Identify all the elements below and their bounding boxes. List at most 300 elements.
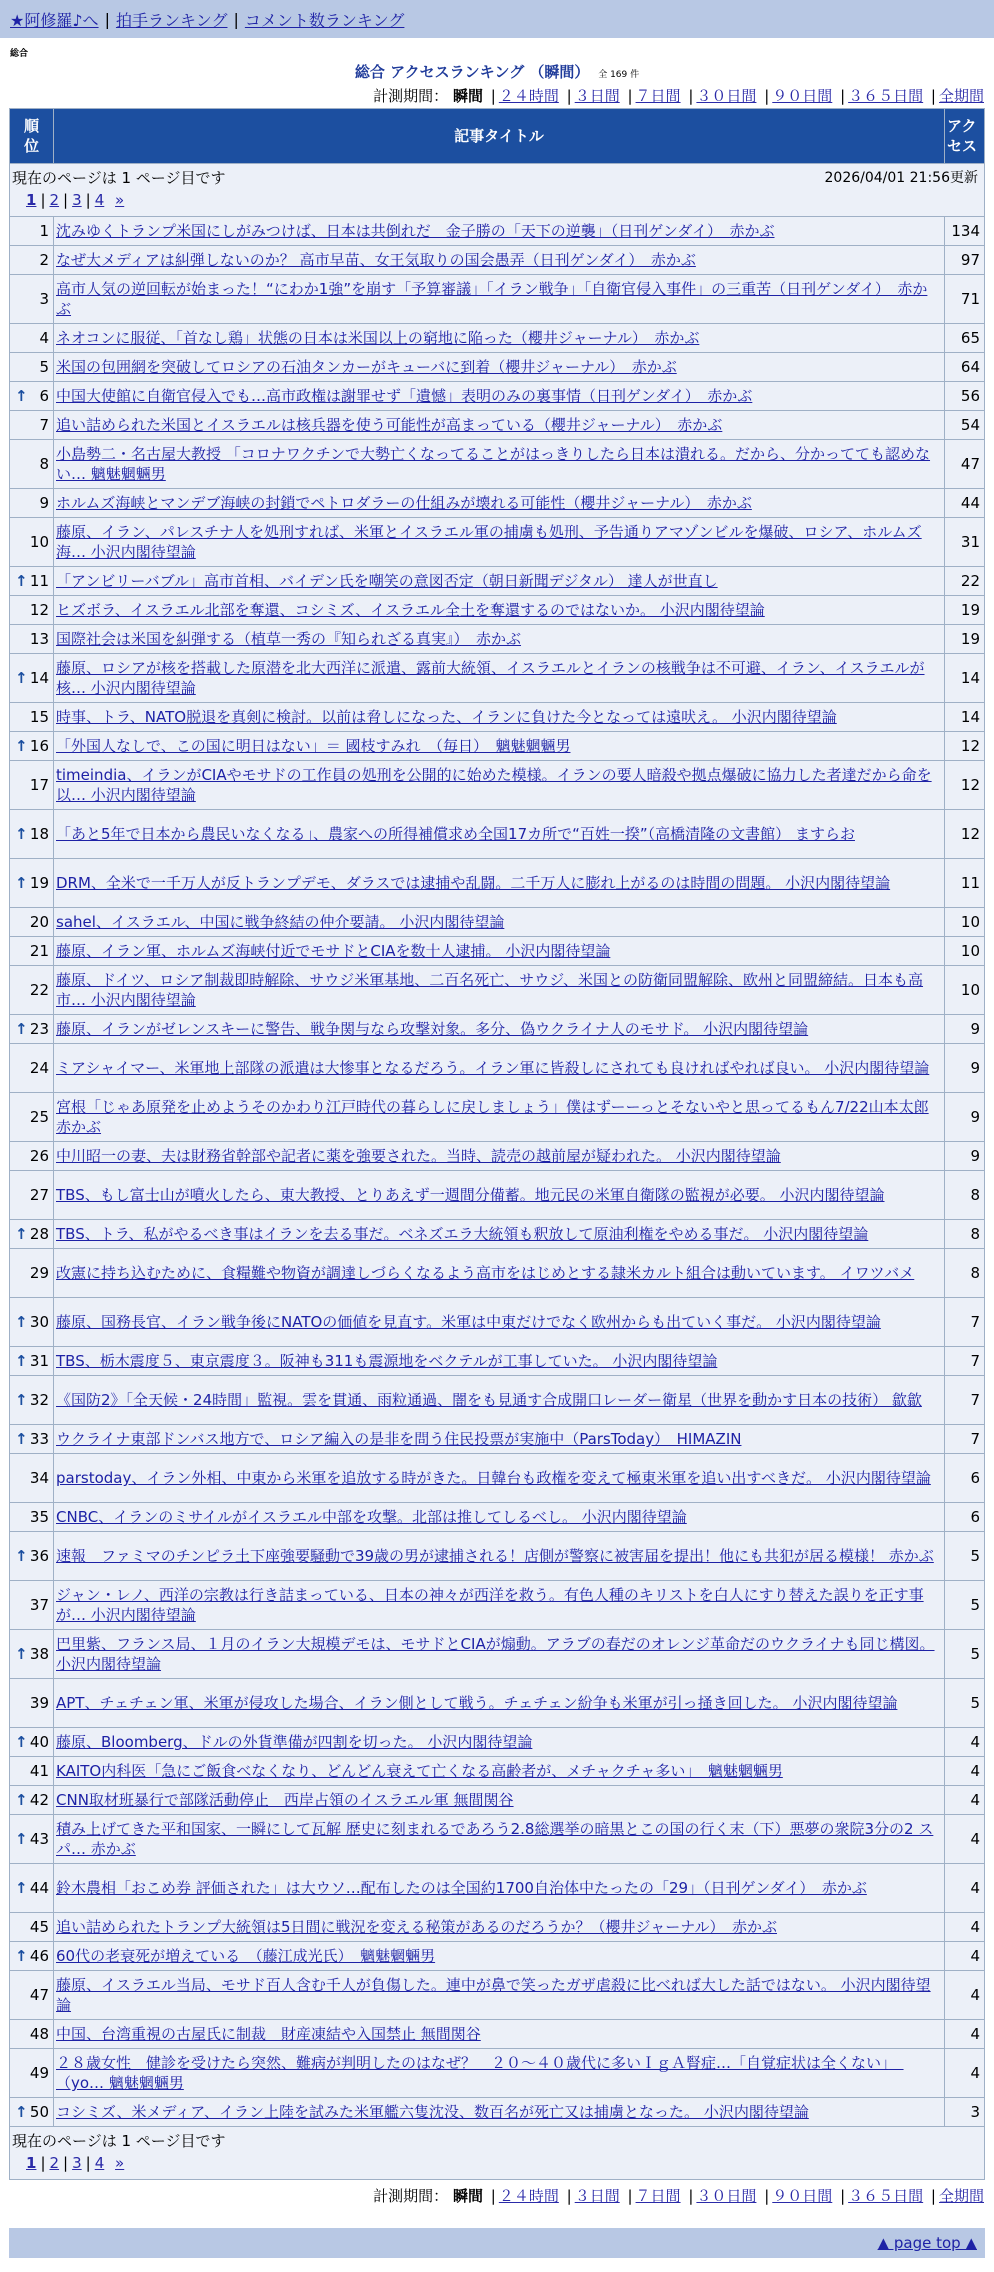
- article-link[interactable]: 時事、トラ、NATO脱退を真剣に検討。以前は脅しになった、イランに負けた今となっては遠吠え。 小沢内閣待望論: [56, 708, 837, 726]
- access-count: 9: [945, 1015, 985, 1044]
- title-cell: [54, 1425, 945, 1454]
- period-all-link[interactable]: 全期間: [938, 87, 984, 105]
- article-link[interactable]: TBS、トラ、私がやるべき事はイランを去る事だ。ベネズエラ大統領も釈放して原油利権をやめる事だ。 小沢内閣待望論: [56, 1225, 869, 1243]
- rank-up-arrow-icon: ↑: [15, 737, 28, 755]
- rank-up-arrow-icon: ↑: [15, 1430, 28, 1448]
- period-365d-link[interactable]: ３６５日間: [848, 87, 924, 105]
- next-page-link[interactable]: »: [115, 2154, 125, 2172]
- rank-up-arrow-icon: ↑: [15, 1225, 28, 1243]
- column-header-rank: 順位: [10, 109, 54, 164]
- ranking-row: [10, 1532, 985, 1581]
- access-count: 9: [945, 1093, 985, 1142]
- footer-bar: [9, 2228, 985, 2258]
- ranking-row: [10, 1757, 985, 1786]
- ranking-row: [10, 489, 985, 518]
- rank-up-arrow-icon: ↑: [15, 1733, 28, 1751]
- article-link[interactable]: 鈴木農相「おこめ券 評価された」は大ウソ…配布したのは全国約1700自治体中たったの「29」（日刊ゲンダイ） 赤かぶ: [56, 1879, 867, 1897]
- access-count: 12: [945, 810, 985, 859]
- rank-cell: [10, 1815, 54, 1864]
- rank-up-arrow-icon: ↑: [15, 1830, 28, 1848]
- rank-number: 14: [29, 669, 49, 687]
- title-cell: [54, 1044, 945, 1093]
- title-cell: [54, 1220, 945, 1249]
- ranking-row: [10, 1864, 985, 1913]
- access-count: 4: [945, 1971, 985, 2020]
- ranking-row: [10, 1142, 985, 1171]
- rank-number: 20: [29, 913, 49, 931]
- rank-number: 13: [29, 630, 49, 648]
- rank-number: 45: [29, 1918, 49, 1936]
- page-link-2[interactable]: 2: [49, 191, 60, 209]
- rank-number: 2: [39, 251, 49, 269]
- rank-number: 21: [29, 942, 49, 960]
- title-cell: [54, 1503, 945, 1532]
- rank-number: 22: [29, 981, 49, 999]
- access-count: 7: [945, 1376, 985, 1425]
- rank-cell: [10, 411, 54, 440]
- article-link[interactable]: 藤原、イラン軍、ホルムズ海峡付近でモサドとCIAを数十人逮捕。 小沢内閣待望論: [56, 942, 611, 960]
- rank-number: 11: [29, 572, 49, 590]
- rank-cell: [10, 1581, 54, 1630]
- access-count: 47: [945, 440, 985, 489]
- article-link[interactable]: 巴里紫、フランス局、１月のイラン大規模デモは、モサドとCIAが煽動。アラブの春だのオレンジ革命だのウクライナも同じ構図。 小沢内閣待望論: [56, 1635, 935, 1673]
- ranking-row: [10, 1347, 985, 1376]
- rank-number: 47: [29, 1986, 49, 2004]
- ranking-row: [10, 761, 985, 810]
- title-cell: [54, 703, 945, 732]
- pagination-bottom: 1 | 2 | 3 | 4 »: [26, 2154, 125, 2172]
- period-24h-link[interactable]: ２４時間: [498, 2187, 559, 2205]
- access-count: 4: [945, 1942, 985, 1971]
- title-cell: [54, 1757, 945, 1786]
- article-link[interactable]: コシミズ、米メディア、イラン上陸を試みた米軍艦六隻沈没、数百名が死亡又は捕虜となった。 小沢内閣待望論: [56, 2103, 809, 2121]
- ranking-row: [10, 217, 985, 246]
- rank-up-arrow-icon: ↑: [15, 669, 28, 687]
- title-cell: [54, 567, 945, 596]
- rank-number: 4: [39, 329, 49, 347]
- article-link[interactable]: ジャン・レノ、西洋の宗教は行き詰まっている、日本の神々が西洋を救う。有色人種のキリストを白人にすり替えた誤りを正す事が… 小沢内閣待望論: [56, 1586, 924, 1624]
- rank-cell: [10, 2020, 54, 2049]
- title-cell: [54, 1376, 945, 1425]
- ranking-row: [10, 324, 985, 353]
- rank-up-arrow-icon: ↑: [15, 387, 28, 405]
- title-cell: [54, 859, 945, 908]
- access-count: 134: [945, 217, 985, 246]
- rank-number: 28: [29, 1225, 49, 1243]
- article-link[interactable]: ２８歳女性 健診を受けたら突然、難病が判明したのはなぜ？ ２０～４０歳代に多いＩｇＡ腎症…「自覚症状は全くない」 （yo… 魑魅魍魎男: [56, 2054, 904, 2092]
- title-cell: [54, 353, 945, 382]
- title-cell: [54, 1728, 945, 1757]
- rank-number: 39: [29, 1694, 49, 1712]
- period-3d-link[interactable]: ３日間: [574, 2187, 620, 2205]
- article-link[interactable]: sahel、イスラエル、中国に戦争終結の仲介要請。 小沢内閣待望論: [56, 913, 505, 931]
- title-cell: [54, 275, 945, 324]
- article-link[interactable]: 藤原、イラン、パレスチナ人を処刑すれば、米軍とイスラエル軍の捕虜も処刑、予告通りアマゾンビルを爆破、ロシア、ホルムズ海… 小沢内閣待望論: [56, 523, 922, 561]
- access-count: 11: [945, 859, 985, 908]
- article-link[interactable]: 追い詰められたトランプ大統領は5日間に戦況を変える秘策があるのだろうか？（櫻井ジャーナル） 赤かぶ: [56, 1918, 777, 1936]
- title-cell: [54, 1581, 945, 1630]
- rank-cell: [10, 1171, 54, 1220]
- article-link[interactable]: ホルムズ海峡とマンデブ海峡の封鎖でペトロダラーの仕組みが壊れる可能性（櫻井ジャーナル） 赤かぶ: [56, 494, 752, 512]
- article-link[interactable]: 追い詰められた米国とイスラエルは核兵器を使う可能性が高まっている（櫻井ジャーナル） 赤かぶ: [56, 416, 723, 434]
- rank-number: 29: [29, 1264, 49, 1282]
- rank-cell: [10, 1971, 54, 2020]
- access-count: 6: [945, 1454, 985, 1503]
- article-link[interactable]: 藤原、Bloomberg、ドルの外貨準備が四割を切った。 小沢内閣待望論: [56, 1733, 533, 1751]
- page-top-link[interactable]: ▲ page top ▲: [877, 2234, 977, 2252]
- article-link[interactable]: 積み上げてきた平和国家、一瞬にして瓦解 歴史に刻まれるであろう2.8総選挙の暗黒とこの国の行く末（下）悪夢の衆院3分の2 スパ… 赤かぶ: [56, 1820, 934, 1858]
- rank-number: 48: [29, 2025, 49, 2043]
- ranking-row: [10, 908, 985, 937]
- period-3d-link[interactable]: ３日間: [574, 87, 620, 105]
- rank-cell: [10, 1728, 54, 1757]
- title-cell: [54, 1249, 945, 1298]
- ranking-row: [10, 1815, 985, 1864]
- page-link-2[interactable]: 2: [49, 2154, 60, 2172]
- ranking-row: [10, 1171, 985, 1220]
- rank-up-arrow-icon: ↑: [15, 1020, 28, 1038]
- title-cell: [54, 1142, 945, 1171]
- access-count: 4: [945, 1728, 985, 1757]
- period-365d-link[interactable]: ３６５日間: [848, 2187, 924, 2205]
- rank-up-arrow-icon: ↑: [15, 1547, 28, 1565]
- article-link[interactable]: 小島勢二・名古屋大教授 「コロナワクチンで大勢亡くなってることがはっきりしたら日本は潰れる。だから、分かってても認めない… 魑魅魍魎男: [56, 445, 931, 483]
- rank-cell: [10, 1093, 54, 1142]
- page-link-4[interactable]: 4: [94, 191, 105, 209]
- rank-number: 34: [29, 1469, 49, 1487]
- article-link[interactable]: 宮根「じゃあ原発を止めようそのかわり江戸時代の暮らしに戻しましょう」僕はずーーっとそないやと思ってるもん7/22山本太郎 赤かぶ: [56, 1098, 929, 1136]
- ranking-row: [10, 2098, 985, 2127]
- rank-number: 1: [39, 222, 49, 240]
- article-link[interactable]: TBS、もし富士山が噴火したら、東大教授、とりあえず一週間分備蓄。地元民の米軍自衛隊の監視が必要。 小沢内閣待望論: [56, 1186, 885, 1204]
- ranking-row: [10, 1376, 985, 1425]
- access-count: 6: [945, 1503, 985, 1532]
- rank-cell: [10, 518, 54, 567]
- rank-number: 46: [29, 1947, 49, 1965]
- rank-up-arrow-icon: ↑: [15, 1352, 28, 1370]
- ranking-row: [10, 382, 985, 411]
- ranking-row: [10, 1425, 985, 1454]
- comment-ranking-link[interactable]: コメント数ランキング: [244, 10, 405, 30]
- rank-cell: [10, 1503, 54, 1532]
- rank-number: 8: [39, 455, 49, 473]
- period-30d-link[interactable]: ３０日間: [696, 87, 757, 105]
- ranking-table: [9, 108, 985, 2180]
- page-link-1[interactable]: 1: [26, 2154, 37, 2172]
- article-link[interactable]: 中国、台湾重視の古屋氏に制裁 財産凍結や入国禁止 無間関谷: [56, 2025, 481, 2043]
- access-count: 4: [945, 1913, 985, 1942]
- rank-cell: [10, 654, 54, 703]
- article-link[interactable]: CNN取材班暴行で部隊活動停止 西岸占領のイスラエル軍 無間関谷: [56, 1791, 514, 1809]
- access-count: 31: [945, 518, 985, 567]
- article-link[interactable]: ミアシャイマー、米軍地上部隊の派遣は大惨事となるだろう。イラン軍に皆殺しにされても良ければやれば良い。 小沢内閣待望論: [56, 1059, 930, 1077]
- rank-cell: [10, 732, 54, 761]
- title-cell: [54, 596, 945, 625]
- period-30d-link[interactable]: ３０日間: [696, 2187, 757, 2205]
- period-90d-link[interactable]: ９０日間: [772, 87, 833, 105]
- rank-cell: [10, 1454, 54, 1503]
- access-count: 12: [945, 732, 985, 761]
- rank-number: 37: [29, 1596, 49, 1614]
- page-link-3[interactable]: 3: [72, 191, 82, 209]
- rank-number: 3: [39, 290, 49, 308]
- title-cell: [54, 324, 945, 353]
- ranking-row: [10, 1220, 985, 1249]
- rank-number: 27: [29, 1186, 49, 1204]
- rank-cell: [10, 859, 54, 908]
- title-cell: [54, 654, 945, 703]
- access-count: 8: [945, 1220, 985, 1249]
- article-link[interactable]: KAITO内科医「急にご飯食べなくなり、どんどん衰えて亡くなる高齢者が、メチャクチャ多い」 魑魅魍魎男: [56, 1762, 783, 1780]
- page-link-3[interactable]: 3: [72, 2154, 82, 2172]
- title-cell: [54, 732, 945, 761]
- clap-ranking-link[interactable]: 拍手ランキング: [115, 10, 228, 30]
- ranking-row: [10, 246, 985, 275]
- ranking-row: [10, 1093, 985, 1142]
- access-count: 22: [945, 567, 985, 596]
- ranking-row: [10, 353, 985, 382]
- article-link[interactable]: 「外国人なしで、この国に明日はない」＝ 國枝すみれ （毎日） 魑魅魍魎男: [56, 737, 571, 755]
- article-link[interactable]: ネオコンに服従、「首なし鶏」状態の日本は米国以上の窮地に陥った（櫻井ジャーナル） 赤かぶ: [56, 329, 700, 347]
- title-cell: [54, 966, 945, 1015]
- access-count: 9: [945, 1044, 985, 1093]
- title-cell: [54, 1679, 945, 1728]
- column-header-count: アクセス: [945, 109, 985, 164]
- access-count: 65: [945, 324, 985, 353]
- article-link[interactable]: 60代の老衰死が増えている （藤江成光氏） 魑魅魍魎男: [56, 1947, 436, 1965]
- period-24h-link[interactable]: ２４時間: [498, 87, 559, 105]
- ranking-row: [10, 1728, 985, 1757]
- article-link[interactable]: ウクライナ東部ドンバス地方で、ロシア編入の是非を問う住民投票が実施中（ParsToday） HIMAZIN: [56, 1430, 742, 1448]
- access-count: 5: [945, 1679, 985, 1728]
- rank-number: 9: [39, 494, 49, 512]
- ranking-row: [10, 1298, 985, 1347]
- rank-cell: [10, 810, 54, 859]
- rank-cell: [10, 440, 54, 489]
- article-link[interactable]: 改憲に持ち込むために、食糧難や物資が調達しづらくなるよう高市をはじめとする隷米カルト組合は動いています。 イワツバメ: [56, 1264, 915, 1282]
- rank-number: 26: [29, 1147, 49, 1165]
- title-cell: [54, 382, 945, 411]
- article-link[interactable]: 藤原、ロシアが核を搭載した原潜を北大西洋に派遣、露前大統領、イスラエルとイランの核戦争は不可避、イラン、イスラエルが核… 小沢内閣待望論: [56, 659, 925, 697]
- ranking-row: [10, 411, 985, 440]
- article-link[interactable]: 藤原、国務長官、イラン戦争後にNATOの価値を見直す。米軍は中東だけでなく欧州からも出ていく事だ。 小沢内閣待望論: [56, 1313, 881, 1331]
- article-link[interactable]: 高市人気の逆回転が始まった！“にわか1強”を崩す「予算審議」「イラン戦争」「自衛官侵入事件」の三重苦（日刊ゲンダイ） 赤かぶ: [56, 280, 928, 318]
- period-label: 計測期間：: [373, 87, 449, 105]
- ranking-row: [10, 567, 985, 596]
- rank-cell: [10, 2049, 54, 2098]
- ranking-header: [0, 60, 994, 84]
- access-count: 8: [945, 1171, 985, 1220]
- access-count: 3: [945, 2098, 985, 2127]
- rank-number: 33: [29, 1430, 49, 1448]
- ranking-row: [10, 1249, 985, 1298]
- article-link[interactable]: なぜ大メディアは糾弾しないのか？ 高市早苗、女王気取りの国会愚弄（日刊ゲンダイ） 赤かぶ: [56, 251, 696, 269]
- rank-number: 35: [29, 1508, 49, 1526]
- access-count: 19: [945, 596, 985, 625]
- page-link-4[interactable]: 4: [94, 2154, 105, 2172]
- title-cell: [54, 761, 945, 810]
- ranking-row: [10, 1786, 985, 1815]
- title-cell: [54, 440, 945, 489]
- ranking-row: [10, 966, 985, 1015]
- rank-number: 36: [29, 1547, 49, 1565]
- title-cell: [54, 246, 945, 275]
- article-link[interactable]: 「アンビリーバブル」高市首相、バイデン氏を嘲笑の意図否定（朝日新聞デジタル） 達人が世直し: [56, 572, 718, 590]
- access-count: 4: [945, 2020, 985, 2049]
- current-page-text: 現在のページは 1 ページ目です: [12, 169, 226, 187]
- current-page-text-bottom: 現在のページは 1 ページ目です: [12, 2132, 226, 2150]
- rank-up-arrow-icon: ↑: [15, 1645, 28, 1663]
- pagination: 1 | 2 | 3 | 4 »: [26, 191, 125, 209]
- pager-top: [10, 164, 985, 217]
- rank-up-arrow-icon: ↑: [15, 1879, 28, 1897]
- rank-cell: [10, 1220, 54, 1249]
- access-count: 5: [945, 1581, 985, 1630]
- ranking-rows: [10, 217, 985, 2127]
- article-link[interactable]: 《国防2》「全天候・24時間」監視。雲を貫通、雨粒通過、闇をも見通す合成開口レーダー衛星（世界を動かす日本の技術） 歙歙: [56, 1391, 922, 1409]
- rank-up-arrow-icon: ↑: [15, 572, 28, 590]
- access-count: 44: [945, 489, 985, 518]
- title-cell: [54, 1093, 945, 1142]
- period-selector-bottom: 計測期間： 瞬間 | ２４時間 | ３日間 | ７日間 | ３０日間 | ９０日間 | ３６５日間 | 全期間: [373, 2187, 984, 2205]
- article-link[interactable]: 国際社会は米国を糾弾する（植草一秀の『知られざる真実』） 赤かぶ: [56, 630, 522, 648]
- title-cell: [54, 1630, 945, 1679]
- access-count: 7: [945, 1298, 985, 1347]
- rank-number: 38: [29, 1645, 49, 1663]
- ranking-row: [10, 732, 985, 761]
- article-link[interactable]: 速報 ファミマのチンピラ土下座強要騒動で39歳の男が逮捕される！店側が警察に被害届を提出！他にも共犯が居る模様！ 赤かぶ: [56, 1547, 934, 1565]
- rank-cell: [10, 1913, 54, 1942]
- access-count: 7: [945, 1425, 985, 1454]
- access-count: 97: [945, 246, 985, 275]
- rank-cell: [10, 1757, 54, 1786]
- title-cell: [54, 937, 945, 966]
- next-page-link[interactable]: »: [115, 191, 125, 209]
- rank-cell: [10, 1532, 54, 1581]
- access-count: 71: [945, 275, 985, 324]
- access-count: 19: [945, 625, 985, 654]
- title-cell: [54, 1454, 945, 1503]
- title-cell: [54, 1347, 945, 1376]
- article-link[interactable]: ヒズボラ、イスラエル北部を奪還、コシミズ、イスラエル全土を奪還するのではないか。 小沢内閣待望論: [56, 601, 765, 619]
- article-link[interactable]: APT、チェチェン軍、米軍が侵攻した場合、イラン側として戦う。チェチェン紛争も米軍が引っ掻き回した。 小沢内閣待望論: [56, 1694, 898, 1712]
- column-header-title: 記事タイトル: [54, 109, 945, 164]
- article-link[interactable]: parstoday、イラン外相、中東から米軍を追放する時がきた。日韓台も政権を変えて極東米軍を追い出すべきだ。 小沢内閣待望論: [56, 1469, 931, 1487]
- nav-separator: |: [104, 9, 110, 29]
- article-link[interactable]: 中国大使館に自衛官侵入でも…高市政権は謝罪せず「遺憾」表明のみの裏事情（日刊ゲンダイ） 赤かぶ: [56, 387, 753, 405]
- ranking-row: [10, 654, 985, 703]
- rank-cell: [10, 246, 54, 275]
- access-count: 4: [945, 1757, 985, 1786]
- rank-number: 10: [29, 533, 49, 551]
- page-title: 総合 アクセスランキング （瞬間）: [354, 63, 590, 81]
- ranking-row: [10, 440, 985, 489]
- period-selector: 計測期間： 瞬間 | ２４時間 | ３日間 | ７日間 | ３０日間 | ９０日間 | ３６５日間 | 全期間: [373, 87, 984, 105]
- title-cell: [54, 1786, 945, 1815]
- article-link[interactable]: 「あと5年で日本から農民いなくなる」、農家への所得補償求め全国17カ所で“百姓一揆”（高橋清隆の文書館） ますらお: [56, 825, 855, 843]
- rank-cell: [10, 2098, 54, 2127]
- section-tag: 総合: [10, 49, 29, 59]
- ranking-row: [10, 2020, 985, 2049]
- rank-cell: [10, 1015, 54, 1044]
- rank-number: 42: [29, 1791, 49, 1809]
- rank-cell: [10, 1142, 54, 1171]
- article-link[interactable]: TBS、栃木震度５、東京震度３。阪神も311も震源地をベクテルが工事していた。 小沢内閣待望論: [56, 1352, 718, 1370]
- title-cell: [54, 1815, 945, 1864]
- access-count: 14: [945, 654, 985, 703]
- ranking-row: [10, 1454, 985, 1503]
- rank-cell: [10, 1347, 54, 1376]
- title-cell: [54, 1171, 945, 1220]
- item-count: 全 169 件: [598, 70, 640, 80]
- article-link[interactable]: 中川昭一の妻、夫は財務省幹部や記者に薬を強要された。当時、読売の越前屋が疑われた。 小沢内閣待望論: [56, 1147, 781, 1165]
- access-count: 12: [945, 761, 985, 810]
- article-link[interactable]: 米国の包囲網を突破してロシアの石油タンカーがキューバに到着（櫻井ジャーナル） 赤かぶ: [56, 358, 677, 376]
- access-count: 5: [945, 1532, 985, 1581]
- access-count: 9: [945, 1142, 985, 1171]
- article-link[interactable]: 藤原、イランがゼレンスキーに警告、戦争関与なら攻撃対象。多分、偽ウクライナ人のモサド。 小沢内閣待望論: [56, 1020, 809, 1038]
- rank-number: 16: [29, 737, 49, 755]
- rank-cell: [10, 1249, 54, 1298]
- access-count: 56: [945, 382, 985, 411]
- page-link-1[interactable]: 1: [26, 191, 37, 209]
- rank-number: 15: [29, 708, 49, 726]
- ranking-row: [10, 625, 985, 654]
- rank-cell: [10, 625, 54, 654]
- access-count: 10: [945, 966, 985, 1015]
- rank-number: 44: [29, 1879, 49, 1897]
- home-link[interactable]: ★阿修羅♪へ: [10, 10, 99, 30]
- article-link[interactable]: timeindia、イランがCIAやモサドの工作員の処刑を公開的に始めた模様。イランの要人暗殺や拠点爆破に協力した者達だから命を以… 小沢内閣待望論: [56, 766, 932, 804]
- ranking-row: [10, 1942, 985, 1971]
- title-cell: [54, 217, 945, 246]
- nav-separator: |: [233, 9, 239, 29]
- access-count: 4: [945, 1815, 985, 1864]
- period-90d-link[interactable]: ９０日間: [772, 2187, 833, 2205]
- rank-cell: [10, 1864, 54, 1913]
- rank-cell: [10, 937, 54, 966]
- rank-cell: [10, 1942, 54, 1971]
- article-link[interactable]: 藤原、イスラエル当局、モサド百人含む千人が負傷した。連中が鼻で笑ったガザ虐殺に比べれば大した話ではない。 小沢内閣待望論: [56, 1976, 931, 2014]
- access-count: 7: [945, 1347, 985, 1376]
- rank-number: 19: [29, 874, 49, 892]
- article-link[interactable]: DRM、全米で一千万人が反トランプデモ、ダラスでは逮捕や乱闘。二千万人に膨れ上がるのは時間の問題。 小沢内閣待望論: [56, 874, 891, 892]
- rank-cell: [10, 1679, 54, 1728]
- title-cell: [54, 2049, 945, 2098]
- rank-cell: [10, 382, 54, 411]
- rank-up-arrow-icon: ↑: [15, 874, 28, 892]
- rank-cell: [10, 489, 54, 518]
- rank-cell: [10, 703, 54, 732]
- title-cell: [54, 2098, 945, 2127]
- title-cell: [54, 1864, 945, 1913]
- rank-number: 18: [29, 825, 49, 843]
- rank-number: 30: [29, 1313, 49, 1331]
- title-cell: [54, 810, 945, 859]
- rank-cell: [10, 275, 54, 324]
- rank-cell: [10, 908, 54, 937]
- access-count: 10: [945, 908, 985, 937]
- article-link[interactable]: CNBC、イランのミサイルがイスラエル中部を攻撃。北部は推してしるべし。 小沢内閣待望論: [56, 1508, 687, 1526]
- rank-cell: [10, 217, 54, 246]
- rank-cell: [10, 596, 54, 625]
- period-7d-link[interactable]: ７日間: [635, 2187, 681, 2205]
- article-link[interactable]: 沈みゆくトランプ米国にしがみつけば、日本は共倒れだ 金子勝の「天下の逆襲」（日刊ゲンダイ） 赤かぶ: [56, 222, 775, 240]
- article-link[interactable]: 藤原、ドイツ、ロシア制裁即時解除、サウジ米軍基地、二百名死亡、サウジ、米国との防衛同盟解除、欧州と同盟締結。日本も高市… 小沢内閣待望論: [56, 971, 924, 1009]
- rank-cell: [10, 1786, 54, 1815]
- period-all-link[interactable]: 全期間: [938, 2187, 984, 2205]
- period-7d-link[interactable]: ７日間: [635, 87, 681, 105]
